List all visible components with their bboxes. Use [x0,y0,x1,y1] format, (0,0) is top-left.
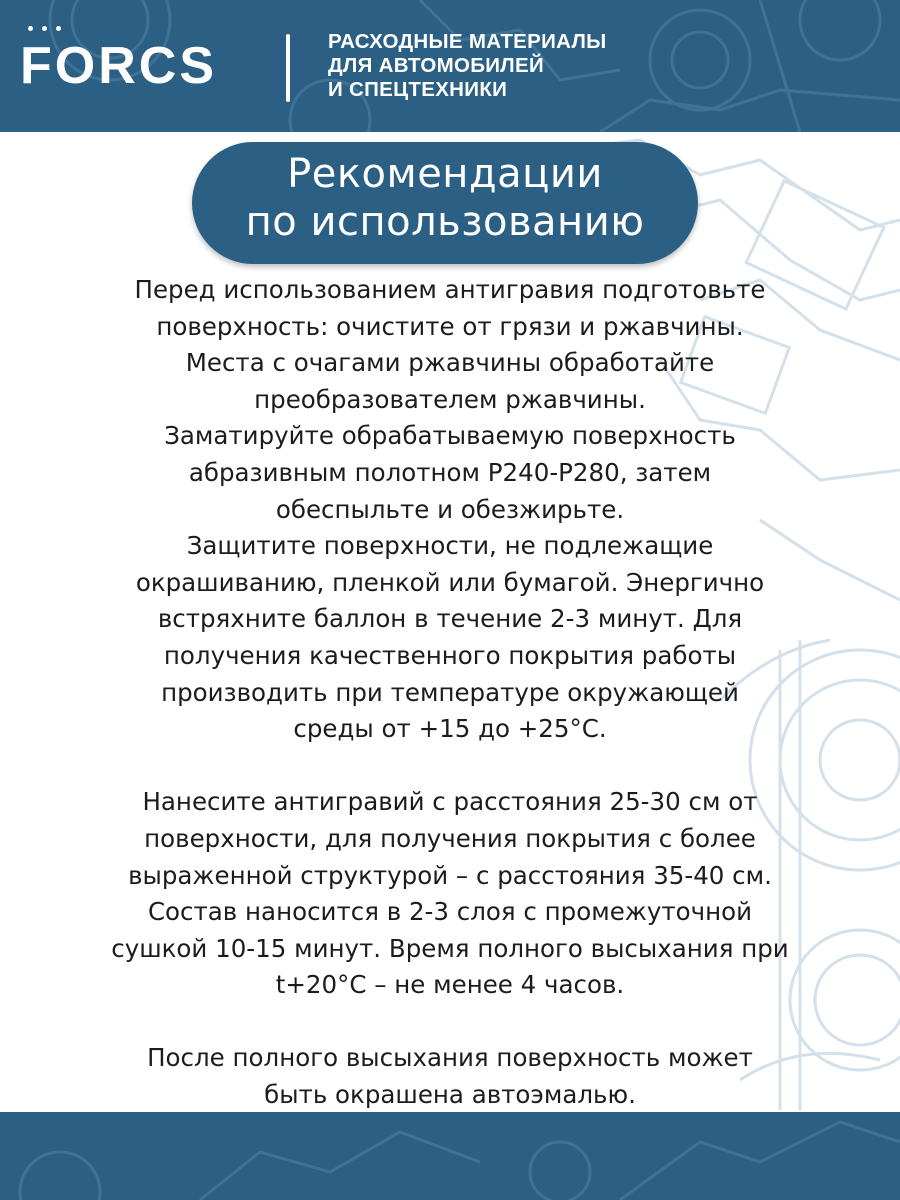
paragraph-finishing [40,1040,860,1113]
header-banner [0,0,900,132]
forcs-logo [20,26,250,96]
tagline-line: РАСХОДНЫЕ МАТЕРИАЛЫ [328,30,607,53]
logo-dots [28,26,61,31]
logo-text: FORCS [20,37,217,95]
paragraph-application [40,784,860,1004]
paragraph-gap [40,748,860,785]
section-title-line2: по использованию [245,199,645,245]
text-line: поверхности, для получения покрытия с более [144,823,756,853]
text-line: быть окрашена автоэмалью. [264,1080,636,1110]
text-line: Перед использованием антигравия подготовьте [134,275,766,304]
text-line: t+20°C – не менее 4 часов. [275,970,625,1000]
text-line: Нанесите антигравий с расстояния 25-30 см от [142,787,758,817]
text-line: среды от +15 до +25°C. [293,714,607,744]
text-line: Заматируйте обрабатываемую поверхность [164,421,736,451]
section-title-pill [192,142,698,264]
tagline-line: И СПЕЦТЕХНИКИ [328,78,508,101]
text-line: преобразователем ржавчины. [254,384,646,414]
section-title-line1: Рекомендации [287,151,603,197]
paragraph-gap [40,1004,860,1041]
tagline-line: ДЛЯ АВТОМОБИЛЕЙ [328,54,544,77]
header-tagline [328,30,607,102]
instructions-text [40,272,860,1114]
text-line: сушкой 10-15 минут. Время полного высыхания при [111,933,789,963]
text-line: получения качественного покрытия работы [163,640,737,670]
header-divider [286,34,290,102]
text-line: Места с очагами ржавчины обработайте [185,348,715,378]
text-line: окрашиванию, пленкой или бумагой. Энергично [135,567,765,597]
footer-pattern [0,1112,900,1200]
text-line: После полного высыхания поверхность может [147,1043,753,1073]
text-line: Состав наносится в 2-3 слоя с промежуточной [147,897,753,927]
text-line: поверхность: очистите от грязи и ржавчины. [156,311,744,341]
footer-banner [0,1112,900,1200]
paragraph-preparation [40,272,860,748]
text-line: выраженной структурой – с расстояния 35-40 см. [128,860,772,890]
text-line: Защитите поверхности, не подлежащие [186,531,714,561]
text-line: абразивным полотном P240-P280, затем [188,457,712,487]
text-line: обеспыльте и обезжирьте. [275,494,625,524]
text-line: встряхните баллон в течение 2-3 минут. Для [157,604,743,634]
text-line: производить при температуре окружающей [161,677,739,707]
